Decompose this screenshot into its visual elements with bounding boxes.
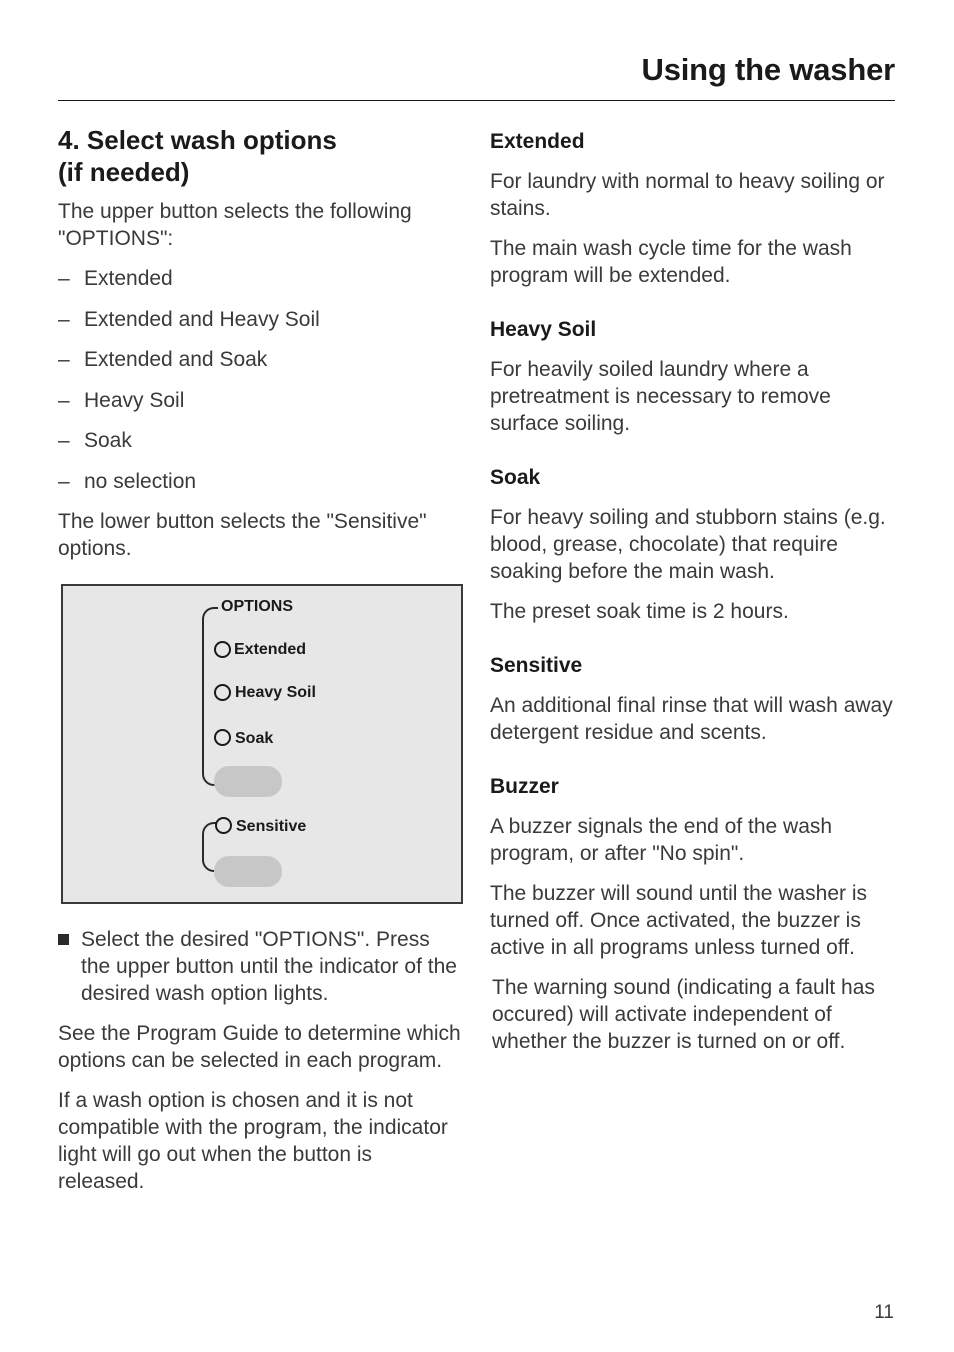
- list-item: – Soak: [58, 427, 462, 454]
- sensitive-section: [490, 652, 900, 746]
- heavy-soil-text: For heavily soiled laundry where a pretreatment is necessary to remove surface soiling.: [490, 358, 831, 435]
- options-panel-illustration: [61, 584, 463, 904]
- section-title-line1: 4. Select wash options: [58, 125, 337, 155]
- extended-text-1: For laundry with normal to heavy soiling or stains.: [490, 170, 885, 220]
- page-title: Using the washer: [641, 52, 895, 87]
- instruction-step: [58, 926, 462, 1007]
- instruction-text: Select the desired "OPTIONS". Press the upper button until the indicator of the desired wash option lights.: [81, 928, 457, 1005]
- program-guide-text: See the Program Guide to determine which options can be selected in each program.: [58, 1022, 461, 1072]
- header-divider: [58, 100, 895, 101]
- buzzer-text-1: A buzzer signals the end of the wash program, or after "No spin".: [490, 815, 833, 865]
- list-item: – Extended and Heavy Soil: [58, 306, 462, 333]
- sensitive-option-label: Sensitive: [236, 818, 307, 835]
- intro-text: The upper button selects the following "OPTIONS":: [58, 200, 412, 250]
- soak-text-2: The preset soak time is 2 hours.: [490, 600, 789, 623]
- section-title-line2: (if needed): [58, 157, 190, 187]
- heavy-soil-section: [490, 316, 900, 437]
- buzzer-text-3: The warning sound (indicating a fault has occured) will activate independent of whether the buzzer is turned on or off.: [492, 976, 875, 1053]
- sensitive-heading: Sensitive: [490, 654, 583, 677]
- left-column: [58, 124, 462, 1195]
- page-number: 11: [874, 1302, 894, 1323]
- section-title: [58, 124, 462, 188]
- list-item: – no selection: [58, 468, 462, 495]
- extended-section: [490, 128, 900, 289]
- soak-heading: Soak: [490, 466, 541, 489]
- sensitive-text: An additional final rinse that will wash away detergent residue and scents.: [490, 694, 893, 744]
- list-item: – Extended and Soak: [58, 346, 462, 373]
- options-list: [58, 265, 462, 495]
- lower-sensitive-button: [214, 856, 282, 887]
- options-label: OPTIONS: [221, 598, 294, 615]
- heavy-soil-heading: Heavy Soil: [490, 318, 597, 341]
- list-item: – Extended: [58, 265, 462, 292]
- list-item: – Heavy Soil: [58, 387, 462, 414]
- heavy-soil-indicator-icon: [214, 684, 231, 701]
- buzzer-text-2: The buzzer will sound until the washer is turned off. Once activated, the buzzer is active in all programs unless turned off.: [490, 882, 868, 959]
- extended-heading: Extended: [490, 130, 585, 153]
- heavy-soil-option-label: Heavy Soil: [235, 684, 316, 701]
- right-column: [490, 128, 900, 1055]
- soak-text-1: For heavy soiling and stubborn stains (e.g. blood, grease, chocolate) that require soaking before the main wash.: [490, 506, 886, 583]
- soak-section: [490, 464, 900, 625]
- buzzer-heading: Buzzer: [490, 775, 559, 798]
- soak-indicator-icon: [214, 729, 231, 746]
- soak-option-label: Soak: [235, 730, 274, 747]
- lower-button-text: The lower button selects the "Sensitive" options.: [58, 510, 427, 560]
- sensitive-indicator-icon: [215, 817, 232, 834]
- upper-options-button: [214, 766, 282, 797]
- square-bullet-icon: [58, 934, 69, 945]
- buzzer-section: [490, 773, 900, 1055]
- extended-text-2: The main wash cycle time for the wash program will be extended.: [490, 237, 852, 287]
- extended-indicator-icon: [214, 641, 231, 658]
- incompatible-text: If a wash option is chosen and it is not compatible with the program, the indicator light will go out when the button is released.: [58, 1089, 448, 1193]
- extended-option-label: Extended: [234, 641, 307, 658]
